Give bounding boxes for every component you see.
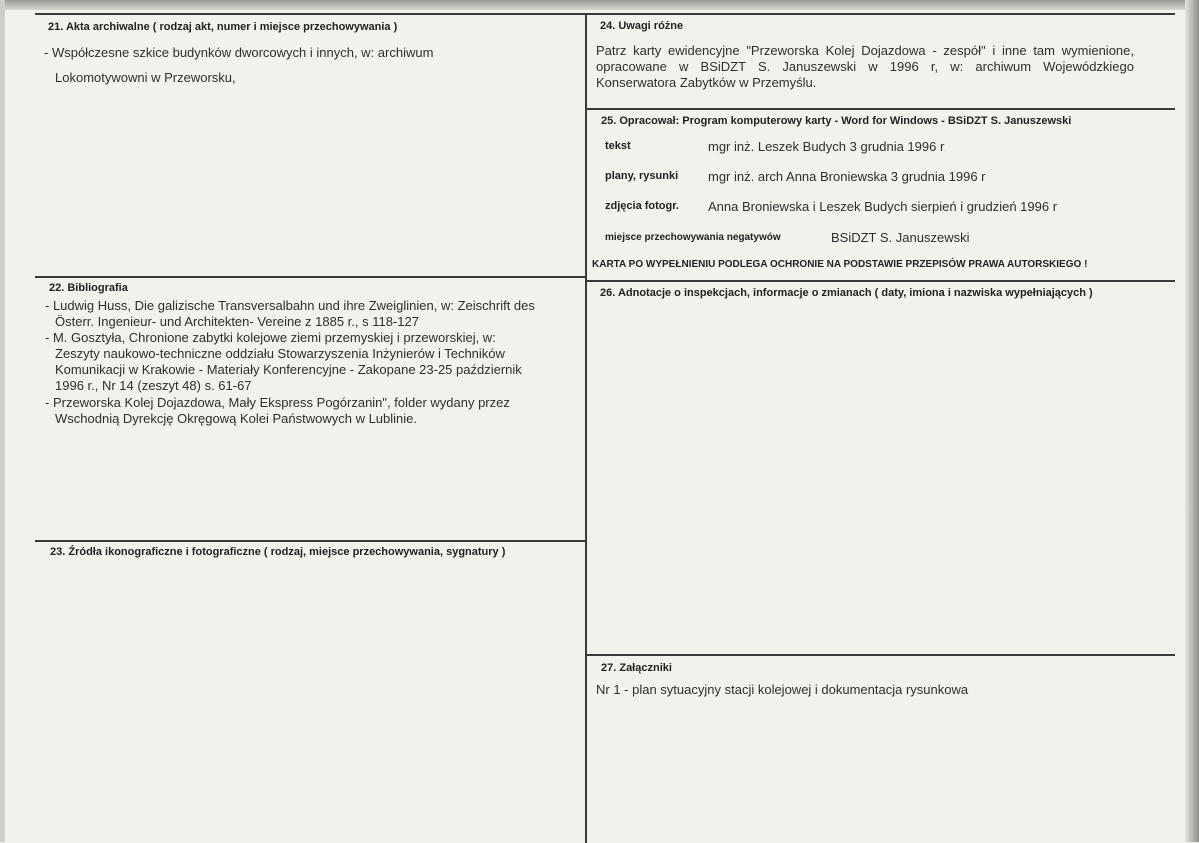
section-22-header: 22. Bibliografia (49, 282, 128, 294)
rule-27 (587, 654, 1175, 656)
section-24-line-1: Patrz karty ewidencyjne "Przeworska Kolej Dojazdowa - zespół" i inne tam wymienione, (596, 43, 1134, 58)
section-21-header: 21. Akta archiwalne ( rodzaj akt, numer i miejsce przechowywania ) (48, 21, 398, 33)
credit-label: tekst (605, 140, 631, 152)
credit-value: mgr inż. arch Anna Broniewska 3 grudnia 1996 r (708, 169, 986, 184)
section-25-header: 25. Opracował: Program komputerowy karty - Word for Windows - BSiDZT S. Januszewski (601, 115, 1072, 127)
bibliography-line: - Ludwig Huss, Die galizische Transversalbahn und ihre Zweiglinien, w: Zeischrift des (45, 298, 535, 313)
bibliography-line: 1996 r., Nr 14 (zeszyt 48) s. 61-67 (55, 378, 252, 393)
credit-label: miejsce przechowywania negatywów (605, 232, 781, 243)
top-rule (35, 13, 1175, 15)
section-24-header: 24. Uwagi różne (600, 20, 684, 32)
section-21-line-1: - Współczesne szkice budynków dworcowych i innych, w: archiwum (44, 45, 434, 60)
bibliography-line: Österr. Ingenieur- und Architekten- Vereine z 1885 r., s 118-127 (55, 314, 419, 329)
bibliography-line: Komunikacji w Krakowie - Materiały Konferencyjne - Zakopane 23-25 październik (55, 362, 522, 377)
section-27-line-1: Nr 1 - plan sytuacyjny stacji kolejowej i dokumentacja rysunkowa (596, 682, 969, 697)
bibliography-line: - M. Gosztyła, Chronione zabytki kolejowe ziemi przemyskiej i przeworskiej, w: (45, 330, 496, 345)
credit-value: Anna Broniewska i Leszek Budych sierpień i grudzień 1996 r (708, 199, 1058, 214)
bibliography-line: - Przeworska Kolej Dojazdowa, Mały Ekspress Pogórzanin", folder wydany przez (45, 395, 510, 410)
rule-22 (35, 276, 585, 278)
section-23-header: 23. Źródła ikonograficzne i fotograficzne ( rodzaj, miejsce przechowywania, sygnatury ) (50, 546, 506, 558)
rule-25 (587, 108, 1175, 110)
column-divider (585, 13, 587, 843)
rule-23 (35, 540, 585, 542)
section-24-line-2: opracowane w BSiDZT S. Januszewski w 1996 r, w: archiwum Wojewódzkiego (596, 59, 1134, 74)
section-24-line-3: Konserwatora Zabytków w Przemyślu. (596, 75, 817, 90)
credit-value: BSiDZT S. Januszewski (831, 230, 970, 245)
section-27-header: 27. Załączniki (601, 662, 672, 674)
section-21-line-2: Lokomotywowni w Przeworsku, (55, 70, 236, 85)
copyright-notice: KARTA PO WYPEŁNIENIU PODLEGA OCHRONIE NA PODSTAWIE PRZEPISÓW PRAWA AUTORSKIEGO ! (592, 259, 1088, 270)
credit-value: mgr inż. Leszek Budych 3 grudnia 1996 r (708, 139, 945, 154)
bibliography-line: Zeszyty naukowo-techniczne oddziału Stowarzyszenia Inżynierów i Techników (55, 346, 505, 361)
scan-left-edge (0, 0, 5, 842)
credit-label: zdjęcia fotogr. (605, 200, 679, 212)
credit-label: plany, rysunki (605, 170, 679, 182)
rule-26 (587, 280, 1175, 282)
scan-right-edge (1185, 0, 1199, 842)
section-26-header: 26. Adnotacje o inspekcjach, informacje o zmianach ( daty, imiona i nazwiska wypełniających ) (600, 287, 1093, 299)
scan-top-border (0, 0, 1199, 10)
bibliography-line: Wschodnią Dyrekcję Okręgową Kolei Państwowych w Lublinie. (55, 411, 417, 426)
